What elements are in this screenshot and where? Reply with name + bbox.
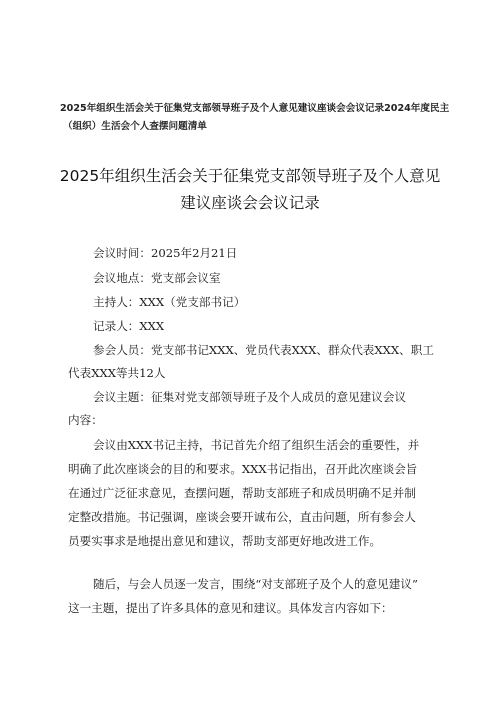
- paragraph-2-line-2: 这一主题，提出了许多具体的意见和建议。具体发言内容如下：: [68, 601, 393, 615]
- meeting-place: 会议地点：党支部会议室: [93, 271, 221, 285]
- paragraph-1-line-5: 员要实事求是地提出意见和建议，帮助支部更好地改进工作。: [68, 534, 382, 548]
- meeting-recorder: 记录人：XXX: [93, 319, 165, 333]
- page-title-line-1: 2025年组织生活会关于征集党支部领导班子及个人意见: [59, 167, 441, 185]
- paragraph-2-line-1: 随后，与会人员逐一发言，围绕“对支部班子及个人的意见建议”: [93, 577, 418, 591]
- header-line-2: （组织）生活会个人查摆问题清单: [63, 121, 207, 132]
- page-title-line-2: 建议座谈会会议记录: [180, 194, 320, 212]
- paragraph-1-line-1: 会议由XXX书记主持，书记首先介绍了组织生活会的重要性，并: [93, 438, 420, 452]
- meeting-topic-line-1: 会议主题：征集对党支部领导班子及个人成员的意见建议会议: [93, 390, 407, 404]
- meeting-attendees-line-2: 代表XXX等共12人: [68, 366, 166, 380]
- meeting-host: 主持人：XXX（党支部书记）: [93, 295, 246, 309]
- header-line-1: 2025年组织生活会关于征集党支部领导班子及个人意见建议座谈会会议记录2024年度民主: [60, 103, 450, 114]
- meeting-topic-line-2: 内容：: [68, 413, 103, 427]
- paragraph-1-line-2: 明确了此次座谈会的目的和要求。XXX书记指出，召开此次座谈会旨: [68, 462, 418, 476]
- document-header: [60, 100, 450, 136]
- paragraph-1-line-3: 在通过广泛征求意见，查摆问题，帮助支部班子和成员明确不足并制: [68, 486, 416, 500]
- meeting-time: 会议时间：2025年2月21日: [93, 246, 238, 260]
- paragraph-1-line-4: 定整改措施。书记强调，座谈会要开诚布公，直击问题，所有参会人: [68, 510, 416, 524]
- meeting-attendees-line-1: 参会人员：党支部书记XXX、党员代表XXX、群众代表XXX、职工: [93, 343, 434, 357]
